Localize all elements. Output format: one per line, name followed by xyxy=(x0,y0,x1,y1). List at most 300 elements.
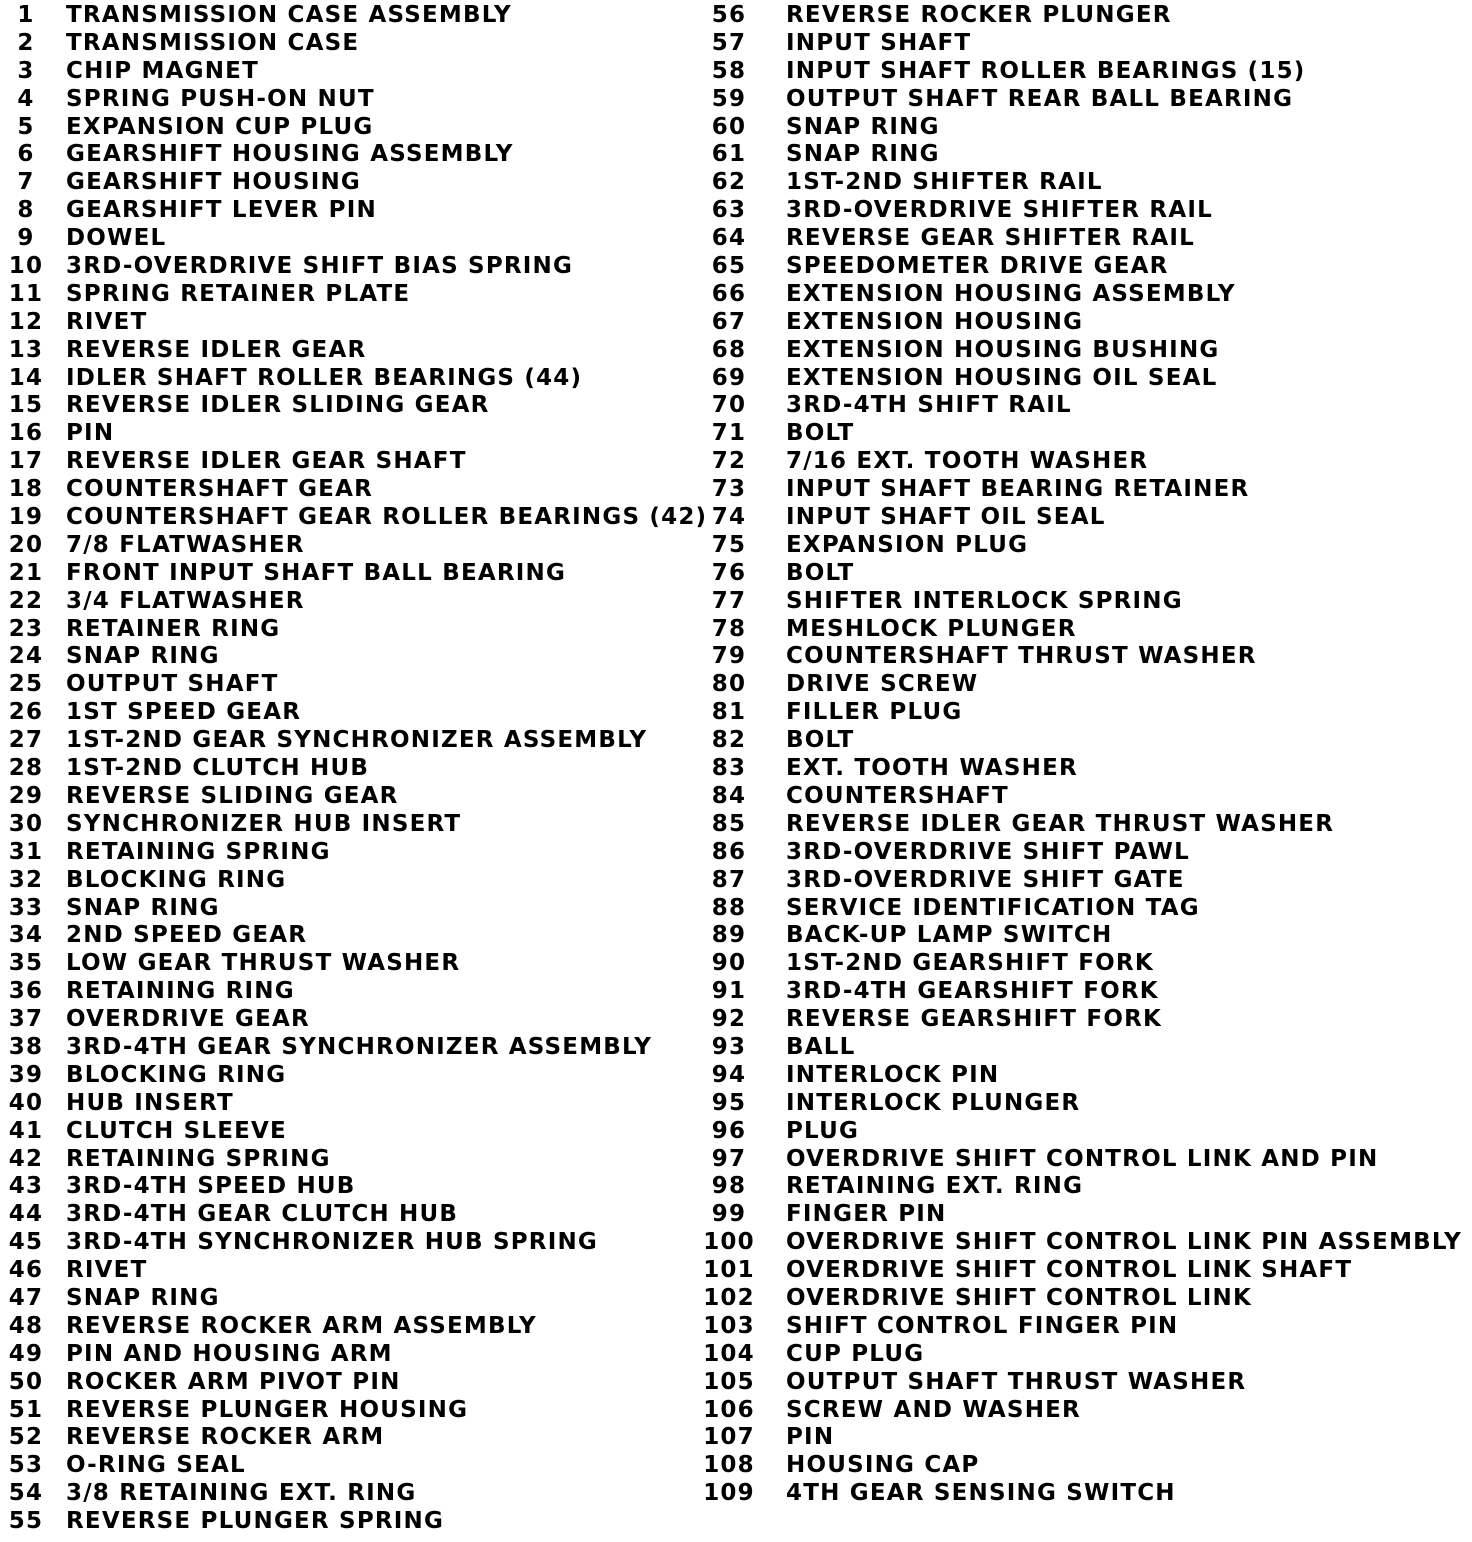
list-item xyxy=(700,616,1470,644)
part-number: 65 xyxy=(711,253,747,280)
part-number: 84 xyxy=(711,782,747,809)
list-item xyxy=(700,420,1470,448)
part-number: 43 xyxy=(8,1173,44,1200)
part-description: 7/8 FLATWASHER xyxy=(66,531,305,558)
part-number: 92 xyxy=(711,1006,747,1033)
part-number: 30 xyxy=(8,810,44,837)
part-description: REVERSE GEARSHIFT FORK xyxy=(786,1006,1163,1033)
list-item xyxy=(8,588,698,616)
part-description: LOW GEAR THRUST WASHER xyxy=(66,950,461,977)
part-number: 88 xyxy=(711,894,747,921)
list-item xyxy=(8,922,698,950)
part-description: 1ST-2ND GEARSHIFT FORK xyxy=(786,950,1154,977)
list-item xyxy=(8,309,698,337)
list-item xyxy=(8,448,698,476)
part-number: 14 xyxy=(8,364,44,391)
part-number: 3 xyxy=(17,57,35,84)
part-number: 82 xyxy=(711,727,747,754)
part-description: SERVICE IDENTIFICATION TAG xyxy=(786,894,1200,921)
list-item xyxy=(700,1229,1470,1257)
list-item xyxy=(700,1118,1470,1146)
part-description: EXTENSION HOUSING xyxy=(786,308,1084,335)
part-description: EXPANSION PLUG xyxy=(786,531,1029,558)
part-description: 7/16 EXT. TOOTH WASHER xyxy=(786,448,1149,475)
part-description: SPRING RETAINER PLATE xyxy=(66,280,411,307)
list-item xyxy=(700,588,1470,616)
part-number: 23 xyxy=(8,615,44,642)
part-description: 3RD-OVERDRIVE SHIFT PAWL xyxy=(786,838,1190,865)
part-number: 36 xyxy=(8,978,44,1005)
list-item xyxy=(8,560,698,588)
list-item xyxy=(700,1201,1470,1229)
list-item xyxy=(8,1341,698,1369)
part-description: INPUT SHAFT xyxy=(786,29,972,56)
part-description: SNAP RING xyxy=(66,894,220,921)
list-item xyxy=(700,114,1470,142)
part-number: 104 xyxy=(703,1340,755,1367)
part-description: EXT. TOOTH WASHER xyxy=(786,755,1078,782)
part-description: 3RD-4TH GEARSHIFT FORK xyxy=(786,978,1159,1005)
list-item xyxy=(8,504,708,532)
part-number: 89 xyxy=(711,922,747,949)
list-item xyxy=(700,448,1470,476)
part-number: 70 xyxy=(711,392,747,419)
part-number: 63 xyxy=(711,197,747,224)
part-description: COUNTERSHAFT GEAR xyxy=(66,476,373,503)
part-description: INTERLOCK PLUNGER xyxy=(786,1089,1081,1116)
part-number: 34 xyxy=(8,922,44,949)
list-item xyxy=(700,699,1470,727)
part-description: BALL xyxy=(786,1033,856,1060)
part-number: 46 xyxy=(8,1257,44,1284)
list-item xyxy=(700,1090,1470,1118)
part-number: 102 xyxy=(703,1284,755,1311)
part-description: INPUT SHAFT ROLLER BEARINGS (15) xyxy=(786,57,1306,84)
list-item xyxy=(8,1424,698,1452)
part-description: O-RING SEAL xyxy=(66,1452,246,1479)
part-number: 26 xyxy=(8,699,44,726)
part-description: FILLER PLUG xyxy=(786,699,963,726)
list-item xyxy=(8,1257,698,1285)
part-description: RETAINING SPRING xyxy=(66,838,331,865)
part-number: 6 xyxy=(17,141,35,168)
part-description: OUTPUT SHAFT REAR BALL BEARING xyxy=(786,85,1294,112)
part-number: 41 xyxy=(8,1117,44,1144)
list-item xyxy=(700,1480,1470,1508)
part-description: OVERDRIVE GEAR xyxy=(66,1006,310,1033)
part-number: 57 xyxy=(711,29,747,56)
list-item xyxy=(8,1229,698,1257)
parts-list-left xyxy=(8,2,708,1536)
part-number: 54 xyxy=(8,1480,44,1507)
list-item xyxy=(700,1369,1470,1397)
list-item xyxy=(8,1285,698,1313)
part-description: ROCKER ARM PIVOT PIN xyxy=(66,1368,401,1395)
part-number: 60 xyxy=(711,113,747,140)
part-number: 8 xyxy=(17,197,35,224)
part-number: 96 xyxy=(711,1117,747,1144)
part-number: 50 xyxy=(8,1368,44,1395)
part-number: 85 xyxy=(711,810,747,837)
part-description: EXTENSION HOUSING OIL SEAL xyxy=(786,364,1218,391)
list-item xyxy=(8,1090,698,1118)
part-description: REVERSE SLIDING GEAR xyxy=(66,782,399,809)
part-number: 93 xyxy=(711,1033,747,1060)
part-description: GEARSHIFT HOUSING xyxy=(66,169,362,196)
list-item xyxy=(8,1452,698,1480)
part-description: PIN xyxy=(66,420,115,447)
part-number: 86 xyxy=(711,838,747,865)
part-number: 71 xyxy=(711,420,747,447)
part-number: 7 xyxy=(17,169,35,196)
part-description: BLOCKING RING xyxy=(66,866,287,893)
part-description: EXPANSION CUP PLUG xyxy=(66,113,374,140)
list-item xyxy=(8,895,698,923)
part-number: 83 xyxy=(711,755,747,782)
part-description: 3RD-4TH SPEED HUB xyxy=(66,1173,356,1200)
list-item xyxy=(700,811,1470,839)
part-description: 1ST-2ND GEAR SYNCHRONIZER ASSEMBLY xyxy=(66,727,648,754)
part-number: 28 xyxy=(8,755,44,782)
part-number: 66 xyxy=(711,280,747,307)
list-item xyxy=(700,1452,1470,1480)
part-description: SNAP RING xyxy=(786,141,940,168)
list-item xyxy=(700,978,1470,1006)
list-item xyxy=(8,58,698,86)
part-description: REVERSE GEAR SHIFTER RAIL xyxy=(786,225,1195,252)
part-number: 74 xyxy=(711,504,747,531)
list-item xyxy=(8,30,698,58)
list-item xyxy=(8,867,698,895)
part-number: 49 xyxy=(8,1340,44,1367)
part-number: 19 xyxy=(8,504,44,531)
list-item xyxy=(700,1397,1470,1425)
list-item xyxy=(8,1146,698,1174)
part-description: SHIFT CONTROL FINGER PIN xyxy=(786,1312,1179,1339)
part-description: SHIFTER INTERLOCK SPRING xyxy=(786,587,1183,614)
part-description: PLUG xyxy=(786,1117,860,1144)
part-number: 61 xyxy=(711,141,747,168)
part-description: RIVET xyxy=(66,308,148,335)
part-number: 39 xyxy=(8,1061,44,1088)
part-description: 3/8 RETAINING EXT. RING xyxy=(66,1480,417,1507)
list-item xyxy=(8,671,698,699)
list-item xyxy=(700,755,1470,783)
part-description: INPUT SHAFT OIL SEAL xyxy=(786,504,1106,531)
list-item xyxy=(8,1508,698,1536)
part-description: 1ST SPEED GEAR xyxy=(66,699,302,726)
part-description: OUTPUT SHAFT THRUST WASHER xyxy=(786,1368,1247,1395)
part-number: 101 xyxy=(703,1257,755,1284)
list-item xyxy=(700,1313,1470,1341)
part-number: 22 xyxy=(8,587,44,614)
part-description: GEARSHIFT LEVER PIN xyxy=(66,197,377,224)
part-number: 90 xyxy=(711,950,747,977)
part-description: 1ST-2ND SHIFTER RAIL xyxy=(786,169,1103,196)
part-number: 29 xyxy=(8,782,44,809)
part-description: HUB INSERT xyxy=(66,1089,234,1116)
part-number: 100 xyxy=(703,1229,755,1256)
list-item xyxy=(8,783,698,811)
part-description: 3RD-OVERDRIVE SHIFT BIAS SPRING xyxy=(66,253,574,280)
part-number: 42 xyxy=(8,1145,44,1172)
part-description: DOWEL xyxy=(66,225,167,252)
list-item xyxy=(8,950,698,978)
list-item xyxy=(700,504,1470,532)
part-number: 52 xyxy=(8,1424,44,1451)
part-description: OUTPUT SHAFT xyxy=(66,671,279,698)
part-number: 78 xyxy=(711,615,747,642)
list-item xyxy=(700,169,1470,197)
part-number: 72 xyxy=(711,448,747,475)
part-description: SYNCHRONIZER HUB INSERT xyxy=(66,810,462,837)
part-description: SPRING PUSH-ON NUT xyxy=(66,85,375,112)
part-number: 62 xyxy=(711,169,747,196)
part-description: REVERSE ROCKER ARM ASSEMBLY xyxy=(66,1312,537,1339)
list-item xyxy=(700,476,1470,504)
list-item xyxy=(700,225,1470,253)
list-item xyxy=(700,1146,1470,1174)
part-description: OVERDRIVE SHIFT CONTROL LINK PIN ASSEMBLY xyxy=(786,1229,1463,1256)
part-description: 3RD-OVERDRIVE SHIFTER RAIL xyxy=(786,197,1213,224)
part-number: 2 xyxy=(17,29,35,56)
part-number: 80 xyxy=(711,671,747,698)
list-item xyxy=(700,1034,1470,1062)
list-item xyxy=(8,616,698,644)
list-item xyxy=(8,978,698,1006)
part-description: 3RD-4TH GEAR SYNCHRONIZER ASSEMBLY xyxy=(66,1033,653,1060)
part-description: RETAINER RING xyxy=(66,615,281,642)
part-description: RETAINING EXT. RING xyxy=(786,1173,1084,1200)
part-number: 11 xyxy=(8,280,44,307)
part-description: SNAP RING xyxy=(786,113,940,140)
part-number: 75 xyxy=(711,531,747,558)
list-item xyxy=(8,643,698,671)
part-number: 33 xyxy=(8,894,44,921)
part-description: PIN xyxy=(786,1424,835,1451)
list-item xyxy=(8,365,698,393)
list-item xyxy=(8,86,698,114)
part-description: BACK-UP LAMP SWITCH xyxy=(786,922,1113,949)
part-number: 79 xyxy=(711,643,747,670)
part-number: 68 xyxy=(711,336,747,363)
part-number: 109 xyxy=(703,1480,755,1507)
part-number: 16 xyxy=(8,420,44,447)
part-number: 31 xyxy=(8,838,44,865)
list-item xyxy=(8,1201,698,1229)
list-item xyxy=(8,225,698,253)
part-description: 2ND SPEED GEAR xyxy=(66,922,308,949)
list-item xyxy=(8,2,698,30)
part-number: 1 xyxy=(17,2,35,28)
part-description: DRIVE SCREW xyxy=(786,671,979,698)
part-number: 81 xyxy=(711,699,747,726)
list-item xyxy=(8,1480,698,1508)
part-number: 32 xyxy=(8,866,44,893)
part-number: 55 xyxy=(8,1508,44,1535)
part-number: 20 xyxy=(8,531,44,558)
part-description: FINGER PIN xyxy=(786,1201,947,1228)
part-number: 25 xyxy=(8,671,44,698)
part-number: 58 xyxy=(711,57,747,84)
part-number: 15 xyxy=(8,392,44,419)
list-item xyxy=(8,114,698,142)
part-description: RIVET xyxy=(66,1257,148,1284)
part-number: 97 xyxy=(711,1145,747,1172)
part-description: REVERSE ROCKER PLUNGER xyxy=(786,2,1172,28)
list-item xyxy=(700,532,1470,560)
part-number: 103 xyxy=(703,1312,755,1339)
part-description: TRANSMISSION CASE ASSEMBLY xyxy=(66,2,512,28)
part-number: 64 xyxy=(711,225,747,252)
list-item xyxy=(700,671,1470,699)
part-number: 51 xyxy=(8,1396,44,1423)
part-description: EXTENSION HOUSING ASSEMBLY xyxy=(786,280,1236,307)
list-item xyxy=(8,169,698,197)
part-description: BLOCKING RING xyxy=(66,1061,287,1088)
part-number: 37 xyxy=(8,1006,44,1033)
part-number: 107 xyxy=(703,1424,755,1451)
part-description: OVERDRIVE SHIFT CONTROL LINK AND PIN xyxy=(786,1145,1379,1172)
list-item xyxy=(8,755,698,783)
part-number: 27 xyxy=(8,727,44,754)
part-number: 77 xyxy=(711,587,747,614)
part-description: CHIP MAGNET xyxy=(66,57,259,84)
list-item xyxy=(700,727,1470,755)
part-description: OVERDRIVE SHIFT CONTROL LINK xyxy=(786,1284,1252,1311)
part-description: SNAP RING xyxy=(66,643,220,670)
part-number: 9 xyxy=(17,225,35,252)
list-item xyxy=(8,1173,698,1201)
part-number: 4 xyxy=(17,85,35,112)
part-description: BOLT xyxy=(786,420,855,447)
part-number: 87 xyxy=(711,866,747,893)
part-description: 1ST-2ND CLUTCH HUB xyxy=(66,755,370,782)
list-item xyxy=(700,141,1470,169)
part-description: CUP PLUG xyxy=(786,1340,925,1367)
part-number: 98 xyxy=(711,1173,747,1200)
part-description: REVERSE IDLER SLIDING GEAR xyxy=(66,392,490,419)
list-item xyxy=(700,1341,1470,1369)
list-item xyxy=(700,197,1470,225)
part-description: BOLT xyxy=(786,727,855,754)
list-item xyxy=(700,1424,1470,1452)
part-description: HOUSING CAP xyxy=(786,1452,980,1479)
list-item xyxy=(8,392,698,420)
part-description: BOLT xyxy=(786,559,855,586)
part-number: 76 xyxy=(711,559,747,586)
list-item xyxy=(8,1369,698,1397)
list-item xyxy=(700,839,1470,867)
list-item xyxy=(8,141,698,169)
part-number: 48 xyxy=(8,1312,44,1339)
list-item xyxy=(8,337,698,365)
list-item xyxy=(700,1062,1470,1090)
part-number: 106 xyxy=(703,1396,755,1423)
part-description: REVERSE PLUNGER SPRING xyxy=(66,1508,445,1535)
part-description: PIN AND HOUSING ARM xyxy=(66,1340,393,1367)
list-item xyxy=(700,253,1470,281)
list-item xyxy=(700,392,1470,420)
part-number: 69 xyxy=(711,364,747,391)
part-number: 10 xyxy=(8,253,44,280)
part-description: SCREW AND WASHER xyxy=(786,1396,1081,1423)
part-number: 94 xyxy=(711,1061,747,1088)
part-description: SNAP RING xyxy=(66,1284,220,1311)
part-number: 73 xyxy=(711,476,747,503)
list-item xyxy=(700,1006,1470,1034)
parts-list-right xyxy=(700,2,1470,1508)
part-number: 40 xyxy=(8,1089,44,1116)
part-description: 3RD-4TH SHIFT RAIL xyxy=(786,392,1072,419)
part-number: 59 xyxy=(711,85,747,112)
part-description: IDLER SHAFT ROLLER BEARINGS (44) xyxy=(66,364,583,391)
part-description: REVERSE IDLER GEAR xyxy=(66,336,367,363)
part-description: INPUT SHAFT BEARING RETAINER xyxy=(786,476,1250,503)
part-number: 45 xyxy=(8,1229,44,1256)
part-description: CLUTCH SLEEVE xyxy=(66,1117,287,1144)
list-item xyxy=(8,1034,698,1062)
list-item xyxy=(8,727,698,755)
part-number: 91 xyxy=(711,978,747,1005)
part-description: 3RD-4TH SYNCHRONIZER HUB SPRING xyxy=(66,1229,598,1256)
list-item xyxy=(700,867,1470,895)
list-item xyxy=(700,365,1470,393)
part-description: OVERDRIVE SHIFT CONTROL LINK SHAFT xyxy=(786,1257,1353,1284)
list-item xyxy=(700,895,1470,923)
list-item xyxy=(8,699,698,727)
part-description: EXTENSION HOUSING BUSHING xyxy=(786,336,1220,363)
list-item xyxy=(700,560,1470,588)
part-description: GEARSHIFT HOUSING ASSEMBLY xyxy=(66,141,514,168)
list-item xyxy=(700,783,1470,811)
list-item xyxy=(700,309,1470,337)
list-item xyxy=(700,86,1470,114)
part-number: 24 xyxy=(8,643,44,670)
list-item xyxy=(700,2,1470,30)
list-item xyxy=(8,197,698,225)
list-item xyxy=(8,1397,698,1425)
part-description: FRONT INPUT SHAFT BALL BEARING xyxy=(66,559,567,586)
part-description: COUNTERSHAFT GEAR ROLLER BEARINGS (42) xyxy=(66,504,708,531)
part-number: 95 xyxy=(711,1089,747,1116)
list-item xyxy=(8,1006,698,1034)
part-number: 47 xyxy=(8,1284,44,1311)
part-number: 53 xyxy=(8,1452,44,1479)
part-description: REVERSE PLUNGER HOUSING xyxy=(66,1396,469,1423)
part-description: COUNTERSHAFT THRUST WASHER xyxy=(786,643,1257,670)
part-number: 56 xyxy=(711,2,747,28)
list-item xyxy=(700,30,1470,58)
part-number: 13 xyxy=(8,336,44,363)
list-item xyxy=(8,281,698,309)
list-item xyxy=(8,1313,698,1341)
list-item xyxy=(700,337,1470,365)
list-item xyxy=(700,1285,1470,1313)
part-description: 3/4 FLATWASHER xyxy=(66,587,305,614)
part-description: MESHLOCK PLUNGER xyxy=(786,615,1077,642)
list-item xyxy=(700,922,1470,950)
list-item xyxy=(700,950,1470,978)
list-item xyxy=(700,58,1470,86)
list-item xyxy=(8,420,698,448)
part-number: 21 xyxy=(8,559,44,586)
part-description: REVERSE IDLER GEAR THRUST WASHER xyxy=(786,810,1335,837)
list-item xyxy=(700,1173,1470,1201)
part-description: RETAINING RING xyxy=(66,978,295,1005)
list-item xyxy=(8,839,698,867)
part-description: COUNTERSHAFT xyxy=(786,782,1009,809)
